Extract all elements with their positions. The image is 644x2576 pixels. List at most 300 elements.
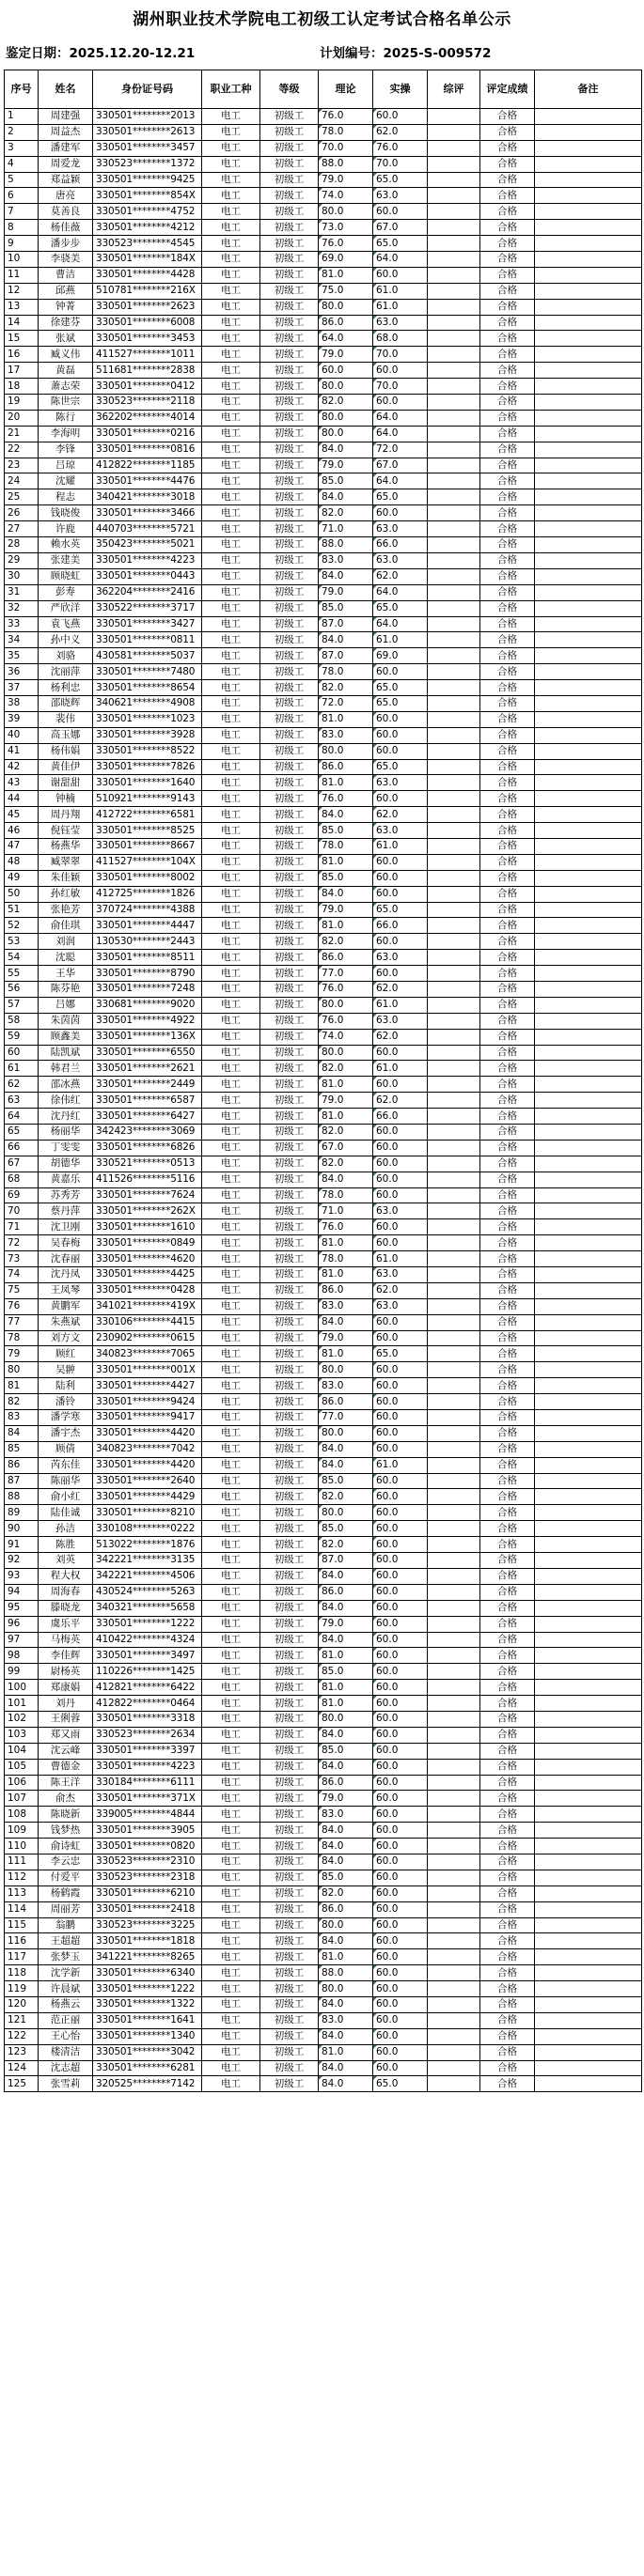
cell-overall-score (428, 521, 480, 537)
cell-result: 合格 (480, 1807, 535, 1823)
cell-id-number: 330108********0222 (93, 1521, 202, 1537)
table-row (5, 1330, 642, 1346)
cell-theory-score: 86.0 (319, 315, 373, 331)
table-row (5, 1568, 642, 1584)
cell-name: 邱燕 (39, 283, 93, 299)
cell-practical-score: 60.0 (373, 743, 428, 759)
cell-overall-score (428, 616, 480, 632)
cell-overall-score (428, 1457, 480, 1473)
table-row (5, 950, 642, 966)
cell-theory-score: 84.0 (319, 2060, 373, 2076)
cell-overall-score (428, 1045, 480, 1061)
cell-theory-score: 79.0 (319, 458, 373, 473)
cell-id-number: 330501********4752 (93, 204, 202, 220)
cell-practical-score: 60.0 (373, 1314, 428, 1330)
cell-occupation: 电工 (202, 902, 260, 918)
cell-id-number: 330501********4429 (93, 1489, 202, 1505)
cell-overall-score (428, 1696, 480, 1712)
cell-overall-score (428, 505, 480, 521)
cell-id-number: 330501********4420 (93, 1457, 202, 1473)
cell-overall-score (428, 1600, 480, 1616)
table-row (5, 743, 642, 759)
cell-practical-score: 60.0 (373, 1505, 428, 1521)
cell-name: 周建强 (39, 109, 93, 125)
cell-remark (535, 1219, 642, 1235)
cell-level: 初级工 (260, 505, 319, 521)
cell-name: 俞小红 (39, 1489, 93, 1505)
cell-level: 初级工 (260, 854, 319, 870)
cell-remark (535, 1996, 642, 2012)
cell-occupation: 电工 (202, 473, 260, 489)
cell-level: 初级工 (260, 1933, 319, 1949)
cell-overall-score (428, 1441, 480, 1457)
cell-result: 合格 (480, 1949, 535, 1965)
cell-result: 合格 (480, 1727, 535, 1743)
cell-id-number: 330501********9417 (93, 1410, 202, 1426)
cell-occupation: 电工 (202, 552, 260, 568)
cell-overall-score (428, 1203, 480, 1219)
cell-result: 合格 (480, 632, 535, 648)
cell-remark (535, 1965, 642, 1981)
cell-remark (535, 252, 642, 268)
cell-index: 81 (5, 1378, 39, 1394)
cell-practical-score: 63.0 (373, 552, 428, 568)
cell-overall-score (428, 2060, 480, 2076)
cell-remark (535, 1235, 642, 1251)
cell-result: 合格 (480, 1251, 535, 1267)
cell-result: 合格 (480, 950, 535, 966)
cell-level: 初级工 (260, 1996, 319, 2012)
cell-level: 初级工 (260, 1394, 319, 1410)
cell-overall-score (428, 2044, 480, 2060)
cell-overall-score (428, 584, 480, 600)
cell-index: 41 (5, 743, 39, 759)
cell-name: 李骁美 (39, 252, 93, 268)
cell-remark (535, 1425, 642, 1441)
cell-result: 合格 (480, 680, 535, 696)
cell-index: 104 (5, 1743, 39, 1759)
cell-occupation: 电工 (202, 124, 260, 140)
cell-index: 86 (5, 1457, 39, 1473)
cell-index: 51 (5, 902, 39, 918)
cell-level: 初级工 (260, 410, 319, 426)
cell-overall-score (428, 870, 480, 886)
cell-index: 25 (5, 489, 39, 505)
cell-result: 合格 (480, 1965, 535, 1981)
cell-theory-score: 80.0 (319, 743, 373, 759)
cell-name: 钟菁 (39, 299, 93, 315)
cell-occupation: 电工 (202, 950, 260, 966)
cell-overall-score (428, 1330, 480, 1346)
cell-theory-score: 76.0 (319, 1013, 373, 1029)
cell-level: 初级工 (260, 1251, 319, 1267)
cell-level: 初级工 (260, 600, 319, 616)
cell-occupation: 电工 (202, 1410, 260, 1426)
cell-practical-score: 60.0 (373, 2028, 428, 2044)
cell-practical-score: 61.0 (373, 299, 428, 315)
cell-id-number: 510921********9143 (93, 791, 202, 807)
cell-practical-score: 70.0 (373, 347, 428, 363)
cell-result: 合格 (480, 1125, 535, 1141)
cell-result: 合格 (480, 823, 535, 839)
cell-name: 沈耀 (39, 473, 93, 489)
cell-id-number: 341021********419X (93, 1298, 202, 1314)
cell-remark (535, 727, 642, 743)
cell-theory-score: 70.0 (319, 140, 373, 156)
table-body (5, 109, 642, 2092)
cell-index: 42 (5, 759, 39, 775)
cell-theory-score: 78.0 (319, 1187, 373, 1203)
cell-overall-score (428, 1425, 480, 1441)
cell-level: 初级工 (260, 395, 319, 411)
cell-occupation: 电工 (202, 1696, 260, 1712)
cell-level: 初级工 (260, 1219, 319, 1235)
cell-occupation: 电工 (202, 695, 260, 711)
cell-id-number: 330501********3453 (93, 331, 202, 347)
cell-index: 67 (5, 1156, 39, 1172)
cell-level: 初级工 (260, 1013, 319, 1029)
cell-occupation: 电工 (202, 188, 260, 204)
cell-overall-score (428, 664, 480, 680)
cell-name: 许鹿 (39, 521, 93, 537)
cell-occupation: 电工 (202, 1727, 260, 1743)
cell-result: 合格 (480, 584, 535, 600)
cell-index: 43 (5, 775, 39, 791)
cell-overall-score (428, 299, 480, 315)
cell-level: 初级工 (260, 1125, 319, 1141)
cell-practical-score: 60.0 (373, 1901, 428, 1917)
cell-index: 40 (5, 727, 39, 743)
cell-overall-score (428, 252, 480, 268)
cell-result: 合格 (480, 1219, 535, 1235)
table-row (5, 363, 642, 379)
table-row (5, 584, 642, 600)
cell-practical-score: 63.0 (373, 775, 428, 791)
cell-theory-score: 88.0 (319, 1965, 373, 1981)
cell-remark (535, 1282, 642, 1298)
cell-theory-score: 84.0 (319, 1568, 373, 1584)
cell-result: 合格 (480, 1917, 535, 1933)
cell-index: 79 (5, 1346, 39, 1362)
cell-index: 66 (5, 1140, 39, 1156)
table-row (5, 1093, 642, 1109)
cell-practical-score: 60.0 (373, 1775, 428, 1791)
cell-practical-score: 63.0 (373, 521, 428, 537)
cell-name: 李锋 (39, 442, 93, 458)
cell-practical-score: 60.0 (373, 1664, 428, 1680)
cell-theory-score: 82.0 (319, 1885, 373, 1901)
cell-practical-score: 63.0 (373, 1267, 428, 1283)
cell-id-number: 330501********854X (93, 188, 202, 204)
cell-level: 初级工 (260, 1807, 319, 1823)
cell-name: 楼清洁 (39, 2044, 93, 2060)
table-row (5, 140, 642, 156)
cell-id-number: 330501********1610 (93, 1219, 202, 1235)
cell-practical-score: 60.0 (373, 109, 428, 125)
cell-level: 初级工 (260, 426, 319, 442)
cell-remark (535, 1632, 642, 1648)
cell-overall-score (428, 1664, 480, 1680)
cell-name: 滕晓龙 (39, 1600, 93, 1616)
table-row (5, 775, 642, 791)
cell-remark (535, 743, 642, 759)
cell-level: 初级工 (260, 680, 319, 696)
cell-practical-score: 60.0 (373, 854, 428, 870)
cell-id-number: 362204********2416 (93, 584, 202, 600)
table-row (5, 1584, 642, 1600)
cell-theory-score: 80.0 (319, 1917, 373, 1933)
cell-remark (535, 1298, 642, 1314)
cell-level: 初级工 (260, 2012, 319, 2028)
cell-theory-score: 76.0 (319, 791, 373, 807)
cell-result: 合格 (480, 1981, 535, 1997)
cell-level: 初级工 (260, 1473, 319, 1489)
cell-index: 105 (5, 1759, 39, 1775)
cell-name: 陈世宗 (39, 395, 93, 411)
cell-id-number: 330501********1641 (93, 2012, 202, 2028)
table-row (5, 1489, 642, 1505)
cell-practical-score: 60.0 (373, 1077, 428, 1093)
cell-id-number: 350423********5021 (93, 537, 202, 553)
cell-level: 初级工 (260, 1045, 319, 1061)
cell-theory-score: 85.0 (319, 823, 373, 839)
cell-id-number: 411527********1011 (93, 347, 202, 363)
cell-name: 王俐蓉 (39, 1711, 93, 1727)
table-row (5, 299, 642, 315)
cell-practical-score: 60.0 (373, 1425, 428, 1441)
cell-overall-score (428, 1219, 480, 1235)
table-row (5, 236, 642, 252)
cell-result: 合格 (480, 1711, 535, 1727)
cell-overall-score (428, 680, 480, 696)
cell-theory-score: 78.0 (319, 124, 373, 140)
table-row (5, 1457, 642, 1473)
table-row (5, 1394, 642, 1410)
cell-remark (535, 410, 642, 426)
cell-result: 合格 (480, 1648, 535, 1664)
cell-name: 吴翀 (39, 1362, 93, 1378)
cell-theory-score: 67.0 (319, 1140, 373, 1156)
cell-result: 合格 (480, 695, 535, 711)
cell-occupation: 电工 (202, 632, 260, 648)
cell-theory-score: 85.0 (319, 1664, 373, 1680)
cell-occupation: 电工 (202, 1537, 260, 1553)
cell-theory-score: 76.0 (319, 109, 373, 125)
cell-overall-score (428, 1140, 480, 1156)
cell-overall-score (428, 823, 480, 839)
cell-level: 初级工 (260, 315, 319, 331)
header-practical: 实操 (373, 70, 428, 109)
cell-overall-score (428, 966, 480, 982)
cell-index: 124 (5, 2060, 39, 2076)
cell-theory-score: 81.0 (319, 918, 373, 934)
cell-level: 初级工 (260, 2060, 319, 2076)
cell-name: 刘丹 (39, 1696, 93, 1712)
cell-result: 合格 (480, 1759, 535, 1775)
table-row (5, 124, 642, 140)
cell-overall-score (428, 1061, 480, 1077)
cell-index: 5 (5, 172, 39, 188)
cell-remark (535, 2028, 642, 2044)
cell-theory-score: 69.0 (319, 252, 373, 268)
cell-name: 张建美 (39, 552, 93, 568)
table-row (5, 1632, 642, 1648)
cell-remark (535, 1045, 642, 1061)
cell-occupation: 电工 (202, 489, 260, 505)
cell-remark (535, 1711, 642, 1727)
cell-remark (535, 1537, 642, 1553)
cell-occupation: 电工 (202, 1282, 260, 1298)
cell-result: 合格 (480, 283, 535, 299)
cell-overall-score (428, 315, 480, 331)
cell-remark (535, 1172, 642, 1187)
cell-overall-score (428, 648, 480, 664)
cell-id-number: 330501********4922 (93, 1013, 202, 1029)
cell-occupation: 电工 (202, 616, 260, 632)
cell-overall-score (428, 775, 480, 791)
cell-theory-score: 80.0 (319, 1362, 373, 1378)
cell-overall-score (428, 1029, 480, 1045)
cell-theory-score: 74.0 (319, 188, 373, 204)
cell-theory-score: 64.0 (319, 331, 373, 347)
cell-occupation: 电工 (202, 347, 260, 363)
cell-name: 俞杰 (39, 1791, 93, 1807)
cell-theory-score: 79.0 (319, 1791, 373, 1807)
cell-practical-score: 60.0 (373, 2044, 428, 2060)
cell-practical-score: 62.0 (373, 124, 428, 140)
cell-id-number: 330501********8522 (93, 743, 202, 759)
cell-occupation: 电工 (202, 1298, 260, 1314)
cell-result: 合格 (480, 1600, 535, 1616)
cell-occupation: 电工 (202, 854, 260, 870)
cell-theory-score: 82.0 (319, 1489, 373, 1505)
cell-id-number: 330501********6281 (93, 2060, 202, 2076)
cell-overall-score (428, 1378, 480, 1394)
header-overall: 综评 (428, 70, 480, 109)
cell-index: 29 (5, 552, 39, 568)
cell-name: 张艳芳 (39, 902, 93, 918)
cell-overall-score (428, 188, 480, 204)
cell-result: 合格 (480, 664, 535, 680)
cell-occupation: 电工 (202, 505, 260, 521)
cell-name: 尉杨英 (39, 1664, 93, 1680)
cell-id-number: 330501********8667 (93, 838, 202, 854)
cell-level: 初级工 (260, 695, 319, 711)
cell-occupation: 电工 (202, 918, 260, 934)
cell-remark (535, 505, 642, 521)
cell-remark (535, 1140, 642, 1156)
cell-level: 初级工 (260, 1775, 319, 1791)
cell-theory-score: 81.0 (319, 854, 373, 870)
cell-result: 合格 (480, 1282, 535, 1298)
cell-occupation: 电工 (202, 1521, 260, 1537)
table-row (5, 1013, 642, 1029)
cell-level: 初级工 (260, 458, 319, 473)
cell-overall-score (428, 204, 480, 220)
cell-remark (535, 363, 642, 379)
cell-overall-score (428, 458, 480, 473)
cell-index: 119 (5, 1981, 39, 1997)
cell-level: 初级工 (260, 711, 319, 727)
cell-name: 沈学新 (39, 1965, 93, 1981)
cell-index: 38 (5, 695, 39, 711)
cell-id-number: 430581********5037 (93, 648, 202, 664)
cell-level: 初级工 (260, 981, 319, 997)
table-row (5, 600, 642, 616)
cell-remark (535, 902, 642, 918)
cell-overall-score (428, 1648, 480, 1664)
cell-level: 初级工 (260, 552, 319, 568)
cell-overall-score (428, 1172, 480, 1187)
cell-remark (535, 1077, 642, 1093)
cell-level: 初级工 (260, 1791, 319, 1807)
cell-index: 56 (5, 981, 39, 997)
cell-id-number: 330501********136X (93, 1029, 202, 1045)
cell-index: 94 (5, 1584, 39, 1600)
cell-level: 初级工 (260, 1077, 319, 1093)
cell-occupation: 电工 (202, 1235, 260, 1251)
cell-occupation: 电工 (202, 1917, 260, 1933)
cell-occupation: 电工 (202, 648, 260, 664)
cell-theory-score: 82.0 (319, 680, 373, 696)
cell-remark (535, 1125, 642, 1141)
cell-theory-score: 84.0 (319, 1172, 373, 1187)
cell-remark (535, 379, 642, 395)
cell-overall-score (428, 1807, 480, 1823)
cell-index: 60 (5, 1045, 39, 1061)
cell-level: 初级工 (260, 997, 319, 1013)
cell-practical-score: 61.0 (373, 838, 428, 854)
cell-theory-score: 71.0 (319, 1203, 373, 1219)
cell-id-number: 330501********2013 (93, 109, 202, 125)
cell-theory-score: 85.0 (319, 600, 373, 616)
cell-id-number: 412725********1826 (93, 886, 202, 902)
cell-id-number: 330501********1322 (93, 1996, 202, 2012)
cell-occupation: 电工 (202, 1981, 260, 1997)
cell-index: 52 (5, 918, 39, 934)
cell-index: 123 (5, 2044, 39, 2060)
cell-level: 初级工 (260, 759, 319, 775)
cell-occupation: 电工 (202, 807, 260, 823)
cell-id-number: 330501********8002 (93, 870, 202, 886)
cell-level: 初级工 (260, 1109, 319, 1125)
table-row (5, 918, 642, 934)
cell-result: 合格 (480, 1172, 535, 1187)
cell-remark (535, 1917, 642, 1933)
cell-index: 35 (5, 648, 39, 664)
cell-remark (535, 473, 642, 489)
cell-id-number: 330501********6210 (93, 1885, 202, 1901)
cell-theory-score: 79.0 (319, 172, 373, 188)
cell-remark (535, 1839, 642, 1854)
cell-remark (535, 1949, 642, 1965)
cell-name: 李云忠 (39, 1854, 93, 1870)
table-row (5, 1346, 642, 1362)
cell-theory-score: 81.0 (319, 1346, 373, 1362)
cell-index: 20 (5, 410, 39, 426)
cell-remark (535, 1061, 642, 1077)
cell-name: 翁鹏 (39, 1917, 93, 1933)
cell-level: 初级工 (260, 1187, 319, 1203)
cell-result: 合格 (480, 2012, 535, 2028)
cell-remark (535, 775, 642, 791)
table-row (5, 395, 642, 411)
cell-practical-score: 65.0 (373, 489, 428, 505)
cell-overall-score (428, 727, 480, 743)
cell-level: 初级工 (260, 1441, 319, 1457)
cell-theory-score: 84.0 (319, 1314, 373, 1330)
cell-id-number: 330501********8525 (93, 823, 202, 839)
